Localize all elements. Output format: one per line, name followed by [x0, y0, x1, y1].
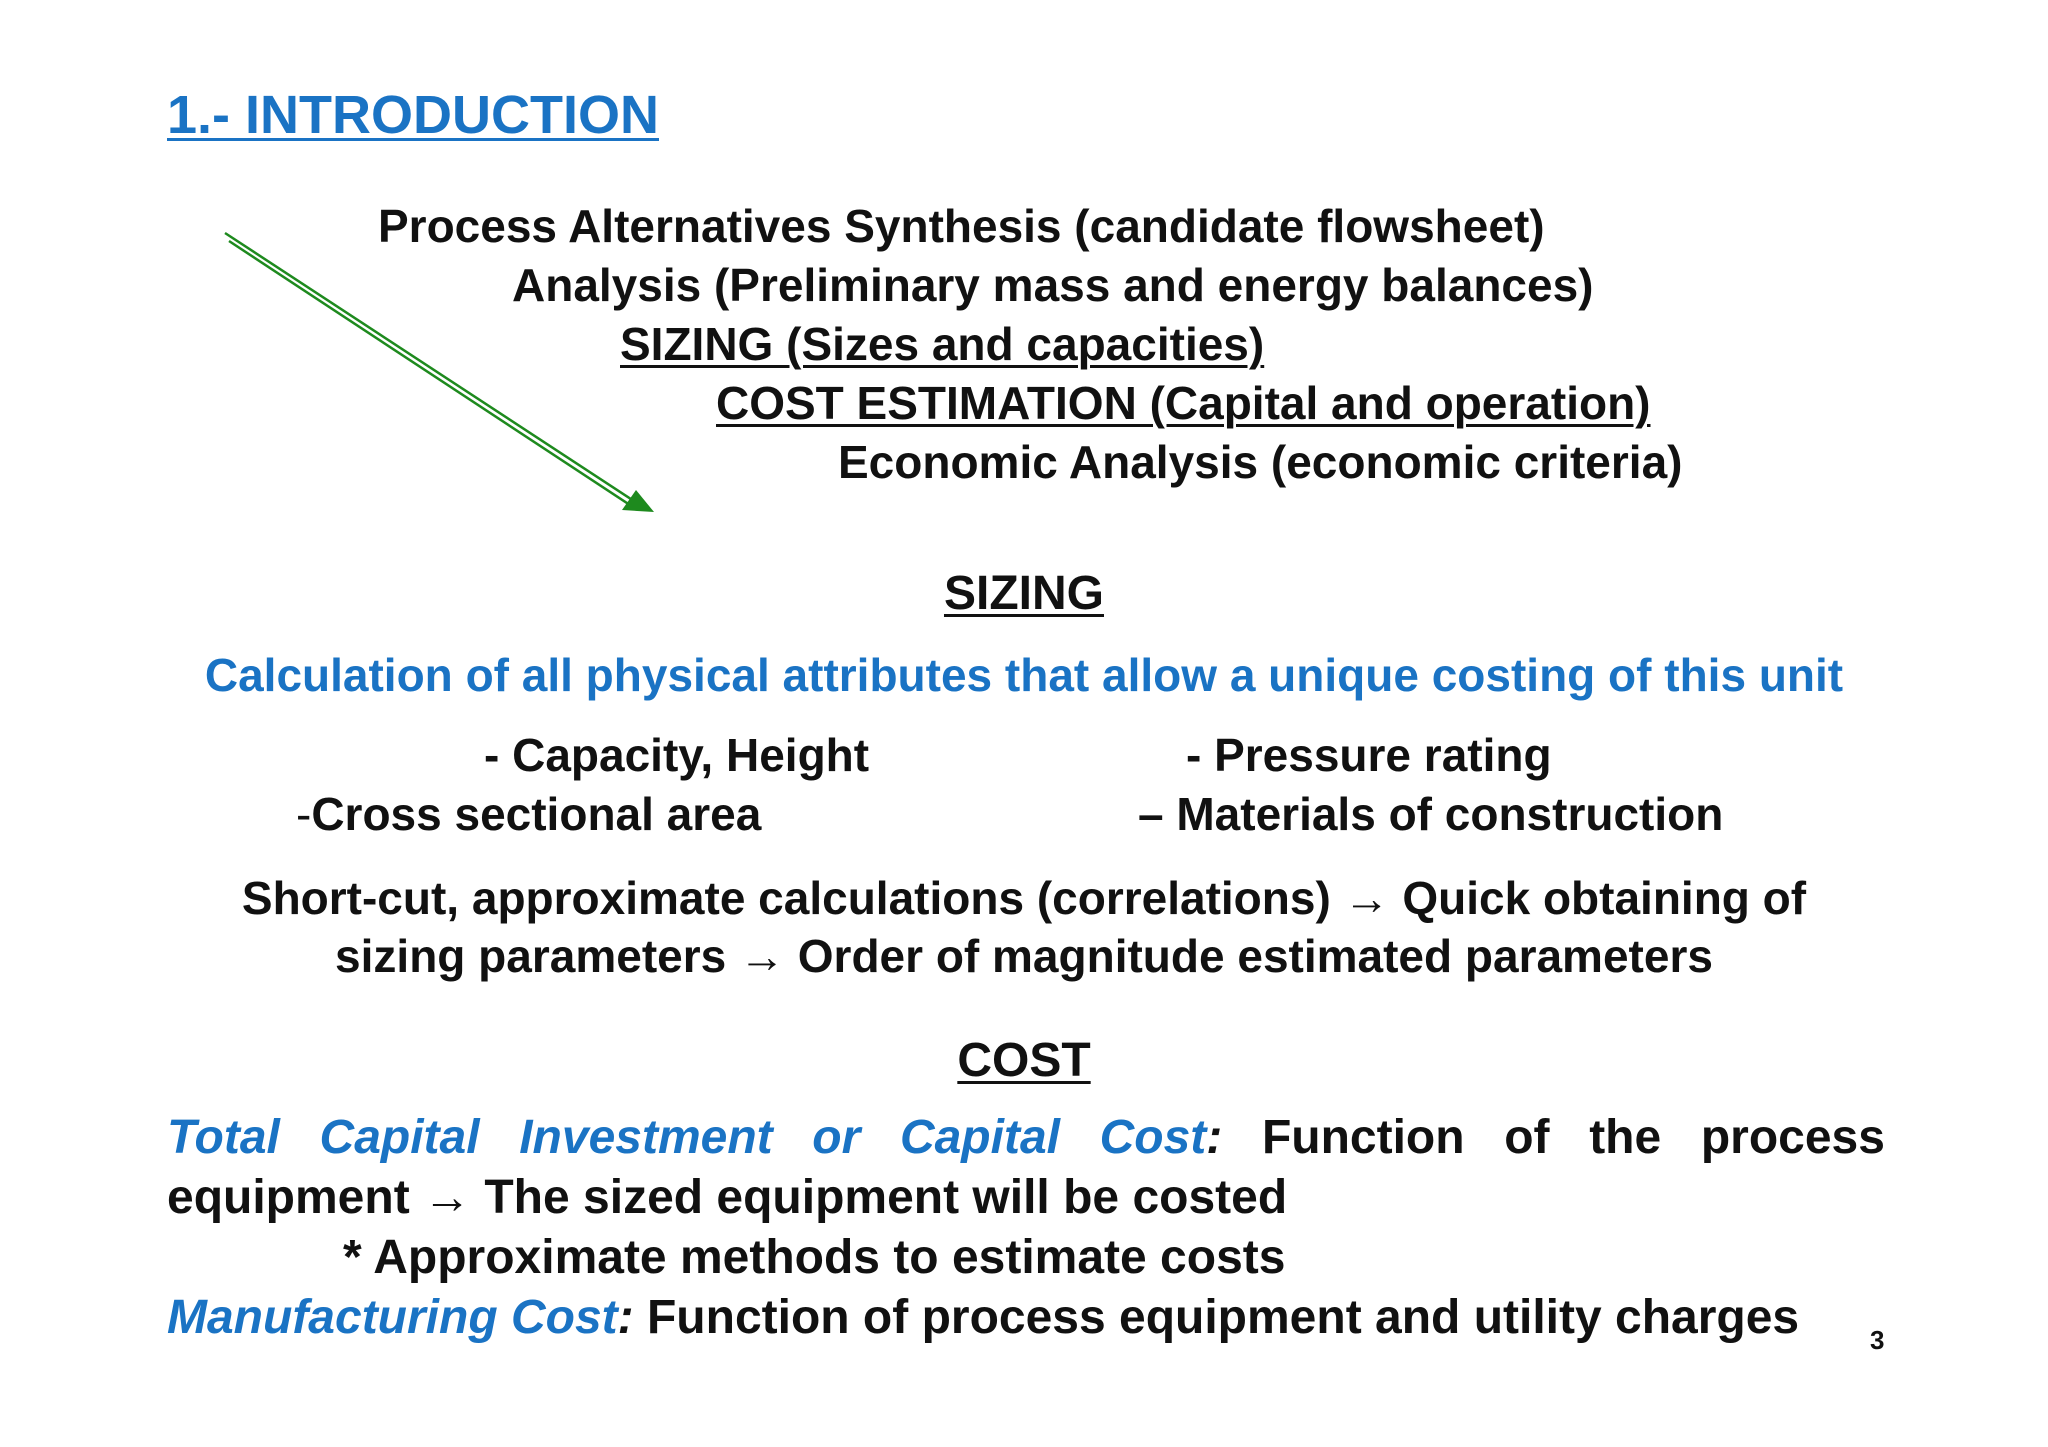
- tci-line-2: [167, 1168, 1885, 1228]
- shortcut-text-2b: Order of magnitude estimated parameters: [797, 930, 1713, 982]
- tci-colon: :: [1206, 1111, 1223, 1164]
- tci-line-1: [167, 1108, 1885, 1168]
- attr-materials: – Materials of construction: [1138, 788, 1724, 840]
- tci-word: Total: [167, 1111, 280, 1164]
- tci-rest-word: the: [1589, 1111, 1662, 1164]
- arrow-right-icon: →: [1343, 872, 1390, 924]
- flow-step-sizing: SIZING (Sizes and capacities): [620, 318, 1265, 370]
- attr-cross-label: Cross sectional area: [311, 788, 762, 840]
- tci-rest-word: process: [1700, 1111, 1885, 1164]
- flow-step-cost-estimation: COST ESTIMATION (Capital and operation): [716, 377, 1651, 429]
- flow-step-economic-analysis: Economic Analysis (economic criteria): [838, 436, 1683, 488]
- approx-methods-line: * Approximate methods to estimate costs: [343, 1231, 1286, 1284]
- tci-word: or: [812, 1111, 861, 1164]
- tci-label-end: [1100, 1108, 1223, 1168]
- arrow-right-icon: →: [423, 1171, 472, 1224]
- slide-title: 1.- INTRODUCTION: [167, 85, 659, 145]
- sizing-heading: SIZING: [943, 567, 1104, 620]
- mfg-label: Manufacturing Cost: [167, 1291, 618, 1344]
- tci-rest-word: Function: [1261, 1111, 1465, 1164]
- cost-heading: COST: [957, 1034, 1091, 1087]
- page-number: 3: [1870, 1325, 1885, 1355]
- shortcut-line-2: [0, 930, 2048, 982]
- total-capital-investment-paragraph: [167, 1108, 1885, 1348]
- tci-word: Capital: [319, 1111, 480, 1164]
- shortcut-text-1a: Short-cut, approximate calculations (correlations): [241, 872, 1331, 924]
- mfg-rest: Function of process equipment and utility charges: [633, 1291, 1800, 1344]
- tci-word: Investment: [519, 1111, 773, 1164]
- shortcut-text-1b: Quick obtaining of: [1402, 872, 1807, 924]
- flow-step-synthesis: Process Alternatives Synthesis (candidate flowsheet): [378, 200, 1545, 252]
- shortcut-line-1: [0, 872, 2048, 924]
- tci-word: Capital: [899, 1111, 1060, 1164]
- tci-word: Cost: [1099, 1111, 1207, 1164]
- tci-rest-word: of: [1504, 1111, 1550, 1164]
- tci-line2-rest: The sized equipment will be costed: [484, 1171, 1288, 1224]
- attr-capacity-height: - Capacity, Height: [484, 729, 870, 781]
- attr-pressure-rating: - Pressure rating: [1186, 729, 1552, 781]
- attr-cross-prefix: -: [296, 788, 312, 840]
- attr-cross-sectional-area: [296, 788, 762, 840]
- sizing-definition: Calculation of all physical attributes that allow a unique costing of this unit: [204, 649, 1844, 701]
- manufacturing-cost-line: [167, 1288, 1885, 1348]
- flow-step-analysis: Analysis (Preliminary mass and energy balances): [512, 259, 1594, 311]
- arrow-right-icon: →: [739, 930, 785, 982]
- mfg-colon: :: [617, 1291, 634, 1344]
- tci-line2-equipment: equipment: [167, 1171, 410, 1224]
- shortcut-text-2a: sizing parameters: [335, 930, 727, 982]
